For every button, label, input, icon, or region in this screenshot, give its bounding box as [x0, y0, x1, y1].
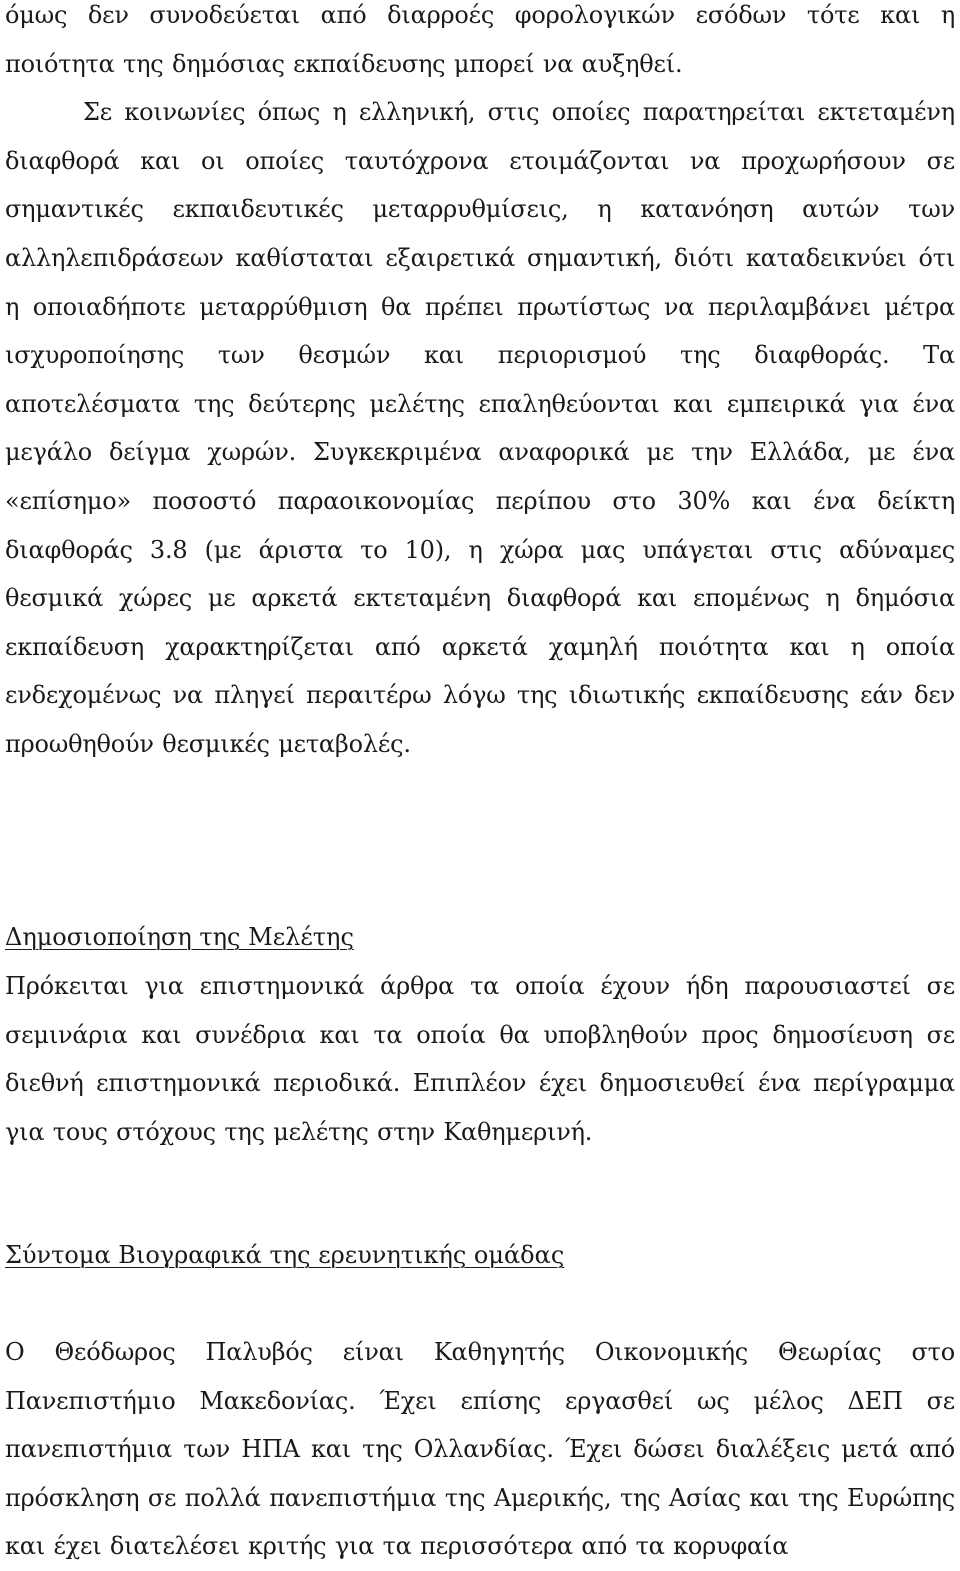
heading-bios-text: Σύντομα Βιογραφικά της ερευνητικής ομάδας: [5, 1241, 565, 1269]
heading-publication-text: Δημοσιοποίηση της Μελέτης: [5, 923, 354, 951]
paragraph-publication: Πρόκειται για επιστημονικά άρθρα τα οποία έχουν ήδη παρουσιαστεί σε σεμινάρια και συνέδρια και τα οποία θα υποβληθούν προς δημοσίευση σε διεθνή επιστημονικά περιοδικά. Επιπλέον έχει δημοσιευθεί ένα περίγραμμα για τους στόχους της μελέτης στην Καθημερινή.: [5, 972, 955, 1146]
heading-bios: [5, 1231, 955, 1280]
paragraph-greece-corruption: Σε κοινωνίες όπως η ελληνική, στις οποίες παρατηρείται εκτεταμένη διαφθορά και οι οποίες ταυτόχρονα ετοιμάζονται να προχωρήσουν σε σημαντικές εκπαιδευτικές μεταρρυθμίσεις, η κατανόηση αυτών των αλληλεπιδράσεων καθίσταται εξαιρετικά σημαντική, διότι καταδεικνύει ότι η οποιαδήποτε μεταρρύθμιση θα πρέπει πρωτίστως να περιλαμβάνει μέτρα ισχυροποίησης των θεσμών και περιορισμού της διαφθοράς. Τα αποτελέσματα της δεύτερης μελέτης επαληθεύονται και εμπειρικά για ένα μεγάλο δείγμα χωρών. Συγκεκριμένα αναφορικά με την Ελλάδα, με ένα «επίσημο» ποσοστό παραοικονομίας περίπου στο 30% και ένα δείκτη διαφθοράς 3.8 (με άριστα το 10), η χώρα μας υπάγεται στις αδύναμες θεσμικά χώρες με αρκετά εκτεταμένη διαφθορά και επομένως η δημόσια εκπαίδευση χαρακτηρίζεται από αρκετά χαμηλή ποιότητα και η οποία ενδεχομένως να πληγεί περαιτέρω λόγω της ιδιωτικής εκπαίδευσης εάν δεν προωθηθούν θεσμικές μεταβολές.: [5, 98, 955, 758]
paragraph-continued: όμως δεν συνοδεύεται από διαρροές φορολογικών εσόδων τότε και η ποιότητα της δημόσιας εκπαίδευσης μπορεί να αυξηθεί.: [5, 1, 955, 78]
paragraph-bio-palyvos: Ο Θεόδωρος Παλυβός είναι Καθηγητής Οικονομικής Θεωρίας στο Πανεπιστήμιο Μακεδονίας. Έχει επίσης εργασθεί ως μέλος ΔΕΠ σε πανεπιστήμια των ΗΠΑ και της Ολλανδίας. Έχει δώσει διαλέξεις μετά από πρόσκληση σε πολλά πανεπιστήμια της Αμερικής, της Ασίας και της Ευρώπης και έχει διατελέσει κριτής για τα περισσότερα από τα κορυφαία: [5, 1338, 955, 1561]
heading-publication: [5, 913, 955, 962]
continued-section: [5, 0, 955, 769]
